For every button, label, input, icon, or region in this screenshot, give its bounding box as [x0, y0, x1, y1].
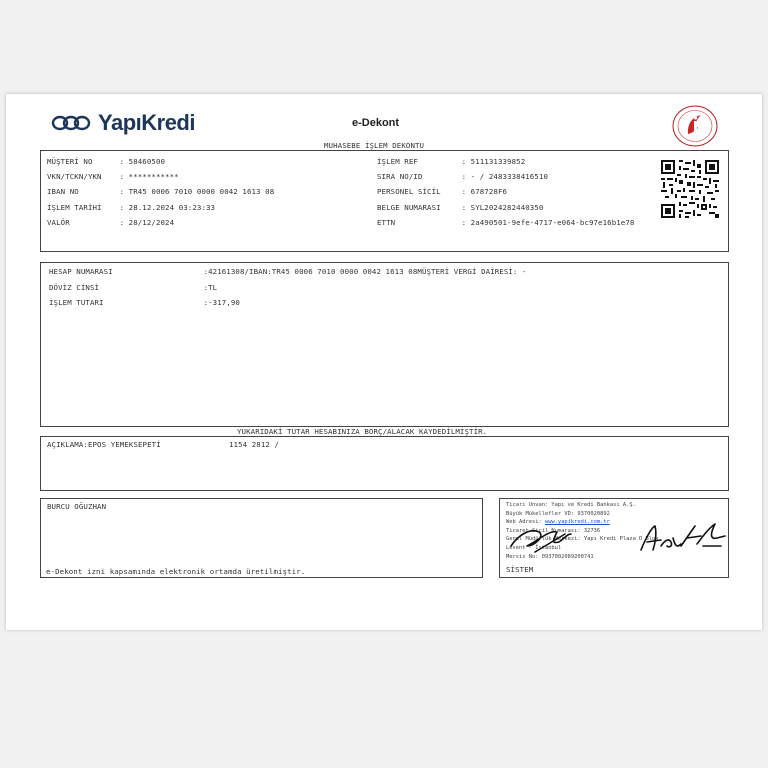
- brand-name: YapıKredi: [98, 110, 195, 135]
- info-row-tax-id: [47, 172, 179, 181]
- yapikredi-logo-icon: [50, 112, 94, 134]
- info-value: : 28.12.2024 03:23:33: [119, 203, 216, 212]
- info-label: VALÖR: [47, 218, 70, 227]
- info-label: MÜŞTERİ NO: [47, 157, 93, 166]
- info-label: PERSONEL SİCİL: [377, 187, 441, 196]
- info-value: : 678728F6: [461, 187, 508, 196]
- bank-info-line: Genel Müdürlük Merkezi: Yapı Kredi Plaza D Blok: [506, 536, 659, 543]
- transaction-row-account: [49, 267, 527, 276]
- electronic-issue-note: e-Dekont izni kapsamında elektronik ortamda üretilmiştir.: [46, 567, 306, 576]
- info-label: İŞLEM TARİHİ: [47, 203, 102, 212]
- transaction-row-currency: [49, 283, 217, 292]
- info-row-ettn: [377, 218, 634, 227]
- info-row-personnel: [377, 187, 507, 196]
- info-value: : ***********: [119, 172, 179, 181]
- info-value: : 2a490501-9efe-4717-e064-bc97e16b1e78: [461, 218, 635, 227]
- qr-code-icon: [661, 160, 719, 218]
- info-label: VKN/TCKN/YKN: [47, 172, 102, 181]
- info-label: IBAN NO: [47, 187, 79, 196]
- info-label: BELGE NUMARASI: [377, 203, 441, 212]
- description-label: AÇIKLAMA:EPOS YEMEKSEPETİ: [47, 440, 161, 449]
- debit-credit-notice: YUKARIDAKİ TUTAR HESABINIZA BORÇ/ALACAK KAYDEDİLMİŞTİR.: [237, 427, 488, 436]
- bank-info-line: Ticari Unvan: Yapı ve Kredi Bankası A.Ş.: [506, 502, 636, 508]
- document-subtitle: MUHASEBE İŞLEM DEKONTU: [324, 141, 425, 150]
- customer-box: [40, 498, 483, 578]
- info-value: : SYL2024282440350: [461, 203, 544, 212]
- transaction-label: HESAP NUMARASI: [49, 267, 113, 276]
- signature-icon: [505, 516, 727, 560]
- description-value: 1154 2812 /: [229, 440, 280, 449]
- info-row-transaction-ref: [377, 157, 525, 166]
- transaction-row-amount: [49, 298, 240, 307]
- info-label: ETTN: [377, 218, 396, 227]
- bank-info-line: Mersis No: 0937002089200741: [506, 553, 594, 560]
- info-row-sequence-id: [377, 172, 548, 181]
- info-value: : 58460500: [119, 157, 166, 166]
- transaction-value: :TL: [203, 283, 218, 292]
- bank-web-label: Web Adresi:: [506, 519, 545, 526]
- bank-web-link[interactable]: www.yapikredi.com.tr: [544, 519, 610, 526]
- info-value: : - / 2483338416510: [461, 172, 549, 181]
- bank-info-line: Levent - İstanbul: [506, 544, 562, 551]
- info-value: : 511131339852: [461, 157, 526, 166]
- transaction-label: DÖVİZ CİNSİ: [49, 283, 100, 292]
- info-row-iban: [47, 187, 274, 196]
- brand-logo: [50, 110, 195, 136]
- transaction-value: :42161308/IBAN:TR45 0006 7010 0000 0042 1613 08MÜŞTERİ VERGİ DAİRESİ: -: [203, 267, 527, 276]
- system-label: SİSTEM: [506, 565, 534, 574]
- info-row-customer-no: [47, 157, 165, 166]
- info-label: İŞLEM REF: [377, 157, 418, 166]
- info-row-value-date: [47, 218, 174, 227]
- info-row-transaction-date: [47, 203, 215, 212]
- transaction-label: İŞLEM TUTARI: [49, 298, 104, 307]
- transaction-value: :-317,90: [203, 298, 240, 307]
- info-label: SIRA NO/ID: [377, 172, 423, 181]
- gib-seal-icon: [671, 104, 719, 148]
- bank-info-line: Büyük Mükellefler VD: 9370020892: [506, 510, 610, 517]
- info-value: : 28/12/2024: [119, 218, 175, 227]
- document-title: e-Dekont: [352, 117, 400, 129]
- info-value: : TR45 0006 7010 0000 0042 1613 08: [119, 187, 275, 196]
- customer-name: BURCU OĞUZHAN: [47, 502, 107, 511]
- bank-info-line: Ticaret Sicil Numarası: 32736: [506, 527, 601, 534]
- info-row-document-no: [377, 203, 543, 212]
